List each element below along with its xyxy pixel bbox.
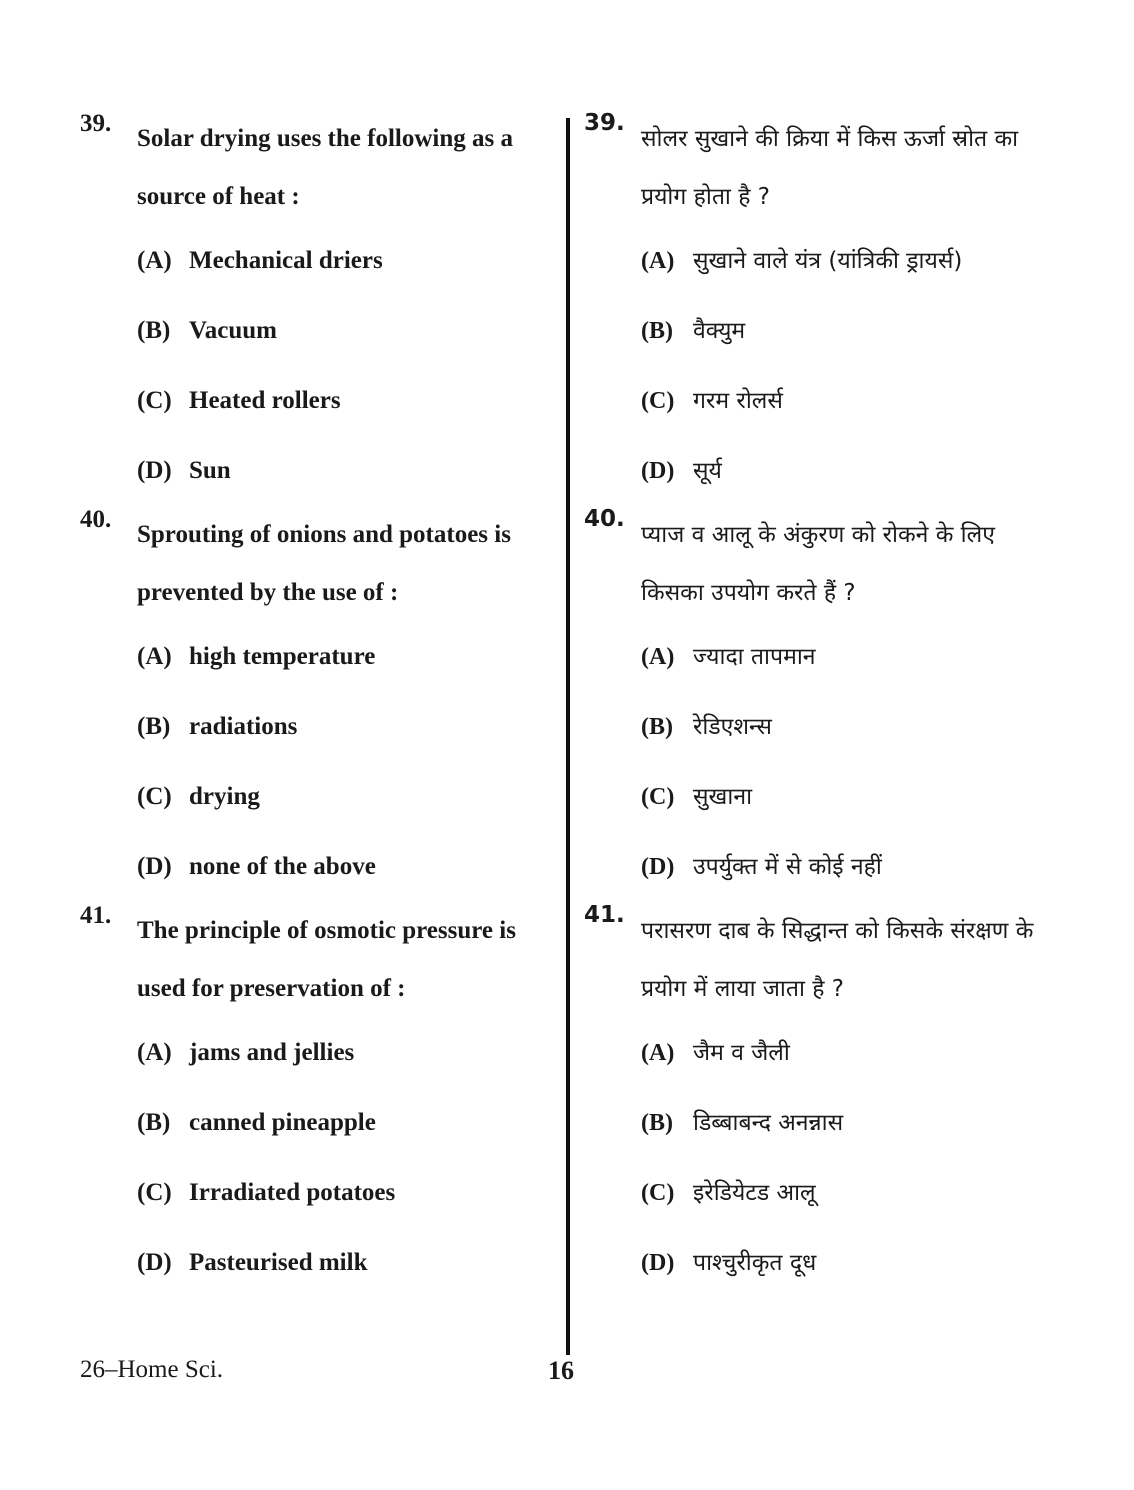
option-d — [137, 1228, 550, 1298]
option-a — [137, 1018, 550, 1088]
question-number: 39. — [584, 110, 625, 136]
option-c — [641, 1158, 1064, 1228]
option-letter: (B) — [641, 318, 673, 344]
option-c — [137, 1158, 550, 1228]
question-number: 40. — [584, 506, 625, 532]
option-letter: (D) — [137, 853, 172, 880]
option-text: none of the above — [189, 853, 376, 880]
option-b — [137, 1088, 550, 1158]
option-text: Heated rollers — [189, 387, 341, 414]
option-d — [641, 832, 1064, 902]
option-text: वैक्युम — [693, 318, 746, 344]
page-number: 16 — [548, 1356, 574, 1385]
option-letter: (C) — [137, 387, 172, 414]
option-letter: (D) — [641, 854, 675, 880]
option-letter: (A) — [137, 643, 172, 670]
option-text: drying — [189, 783, 260, 810]
option-a — [641, 1018, 1064, 1088]
option-text: सूर्य — [693, 458, 722, 484]
question-text: Sprouting of onions and potatoes is prevented by the use of : — [137, 521, 511, 606]
option-text: गरम रोलर्स — [693, 388, 783, 414]
option-c — [641, 762, 1064, 832]
question-number: 40. — [80, 506, 112, 533]
question-text: परासरण दाब के सिद्धान्त को किसके संरक्षण के प्रयोग में लाया जाता है ? — [641, 918, 1034, 1002]
paper-code: 26–Home Sci. — [80, 1356, 224, 1383]
option-letter: (D) — [137, 457, 172, 484]
option-text: डिब्बाबन्द अनन्नास — [693, 1110, 844, 1136]
option-text: सुखाने वाले यंत्र (यांत्रिकी ड्रायर्स) — [693, 248, 963, 274]
option-letter: (B) — [137, 317, 171, 344]
option-text: ज्यादा तापमान — [693, 644, 816, 670]
option-text: सुखाना — [693, 784, 753, 810]
option-d — [137, 832, 550, 902]
column-divider — [566, 118, 570, 1355]
option-letter: (C) — [137, 783, 172, 810]
question-number: 41. — [584, 902, 625, 928]
option-text: उपर्युक्त में से कोई नहीं — [693, 854, 882, 880]
question-40 — [584, 506, 1064, 902]
option-text: रेडिएशन्स — [693, 714, 772, 740]
question-41 — [584, 902, 1064, 1298]
question-39 — [80, 110, 550, 506]
option-a — [641, 226, 1064, 296]
option-text: canned pineapple — [189, 1109, 376, 1136]
option-letter: (A) — [137, 1039, 172, 1066]
option-b — [641, 692, 1064, 762]
option-letter: (A) — [641, 248, 675, 274]
question-41 — [80, 902, 550, 1298]
option-text: jams and jellies — [189, 1039, 355, 1066]
option-text: पाश्चुरीकृत दूध — [693, 1250, 817, 1276]
option-d — [641, 1228, 1064, 1298]
option-text: high temperature — [189, 643, 376, 670]
option-d — [137, 436, 550, 506]
option-letter: (C) — [641, 1180, 675, 1206]
question-40 — [80, 506, 550, 902]
option-text: इरेडियेटड आलू — [693, 1180, 816, 1206]
question-text: सोलर सुखाने की क्रिया में किस ऊर्जा स्रोत का प्रयोग होता है ? — [641, 126, 1019, 210]
option-a — [641, 622, 1064, 692]
option-d — [641, 436, 1064, 506]
question-text: Solar drying uses the following as a source of heat : — [137, 125, 513, 210]
option-c — [137, 366, 550, 436]
option-letter: (D) — [137, 1249, 172, 1276]
english-column — [80, 110, 550, 1298]
option-letter: (B) — [641, 1110, 673, 1136]
option-text: Vacuum — [189, 317, 277, 344]
option-letter: (D) — [641, 458, 675, 484]
question-text: प्याज व आलू के अंकुरण को रोकने के लिए किसका उपयोग करते हैं ? — [641, 522, 995, 606]
option-letter: (D) — [641, 1250, 675, 1276]
option-letter: (C) — [641, 388, 675, 414]
option-letter: (C) — [137, 1179, 172, 1206]
option-c — [137, 762, 550, 832]
option-letter: (C) — [641, 784, 675, 810]
option-b — [137, 692, 550, 762]
hindi-column — [584, 110, 1064, 1298]
option-c — [641, 366, 1064, 436]
question-39 — [584, 110, 1064, 506]
option-b — [641, 1088, 1064, 1158]
option-letter: (B) — [137, 713, 171, 740]
question-text: The principle of osmotic pressure is used for preservation of : — [137, 917, 516, 1002]
option-b — [641, 296, 1064, 366]
option-text: जैम व जैली — [693, 1040, 790, 1066]
question-number: 41. — [80, 902, 112, 929]
question-number: 39. — [80, 110, 112, 137]
option-letter: (A) — [641, 644, 675, 670]
option-a — [137, 226, 550, 296]
option-letter: (B) — [137, 1109, 171, 1136]
option-a — [137, 622, 550, 692]
option-text: Mechanical driers — [189, 247, 383, 274]
option-b — [137, 296, 550, 366]
option-letter: (A) — [641, 1040, 675, 1066]
option-letter: (B) — [641, 714, 673, 740]
option-text: Pasteurised milk — [189, 1249, 368, 1276]
option-letter: (A) — [137, 247, 172, 274]
option-text: Irradiated potatoes — [189, 1179, 396, 1206]
option-text: Sun — [189, 457, 231, 484]
option-text: radiations — [189, 713, 298, 740]
